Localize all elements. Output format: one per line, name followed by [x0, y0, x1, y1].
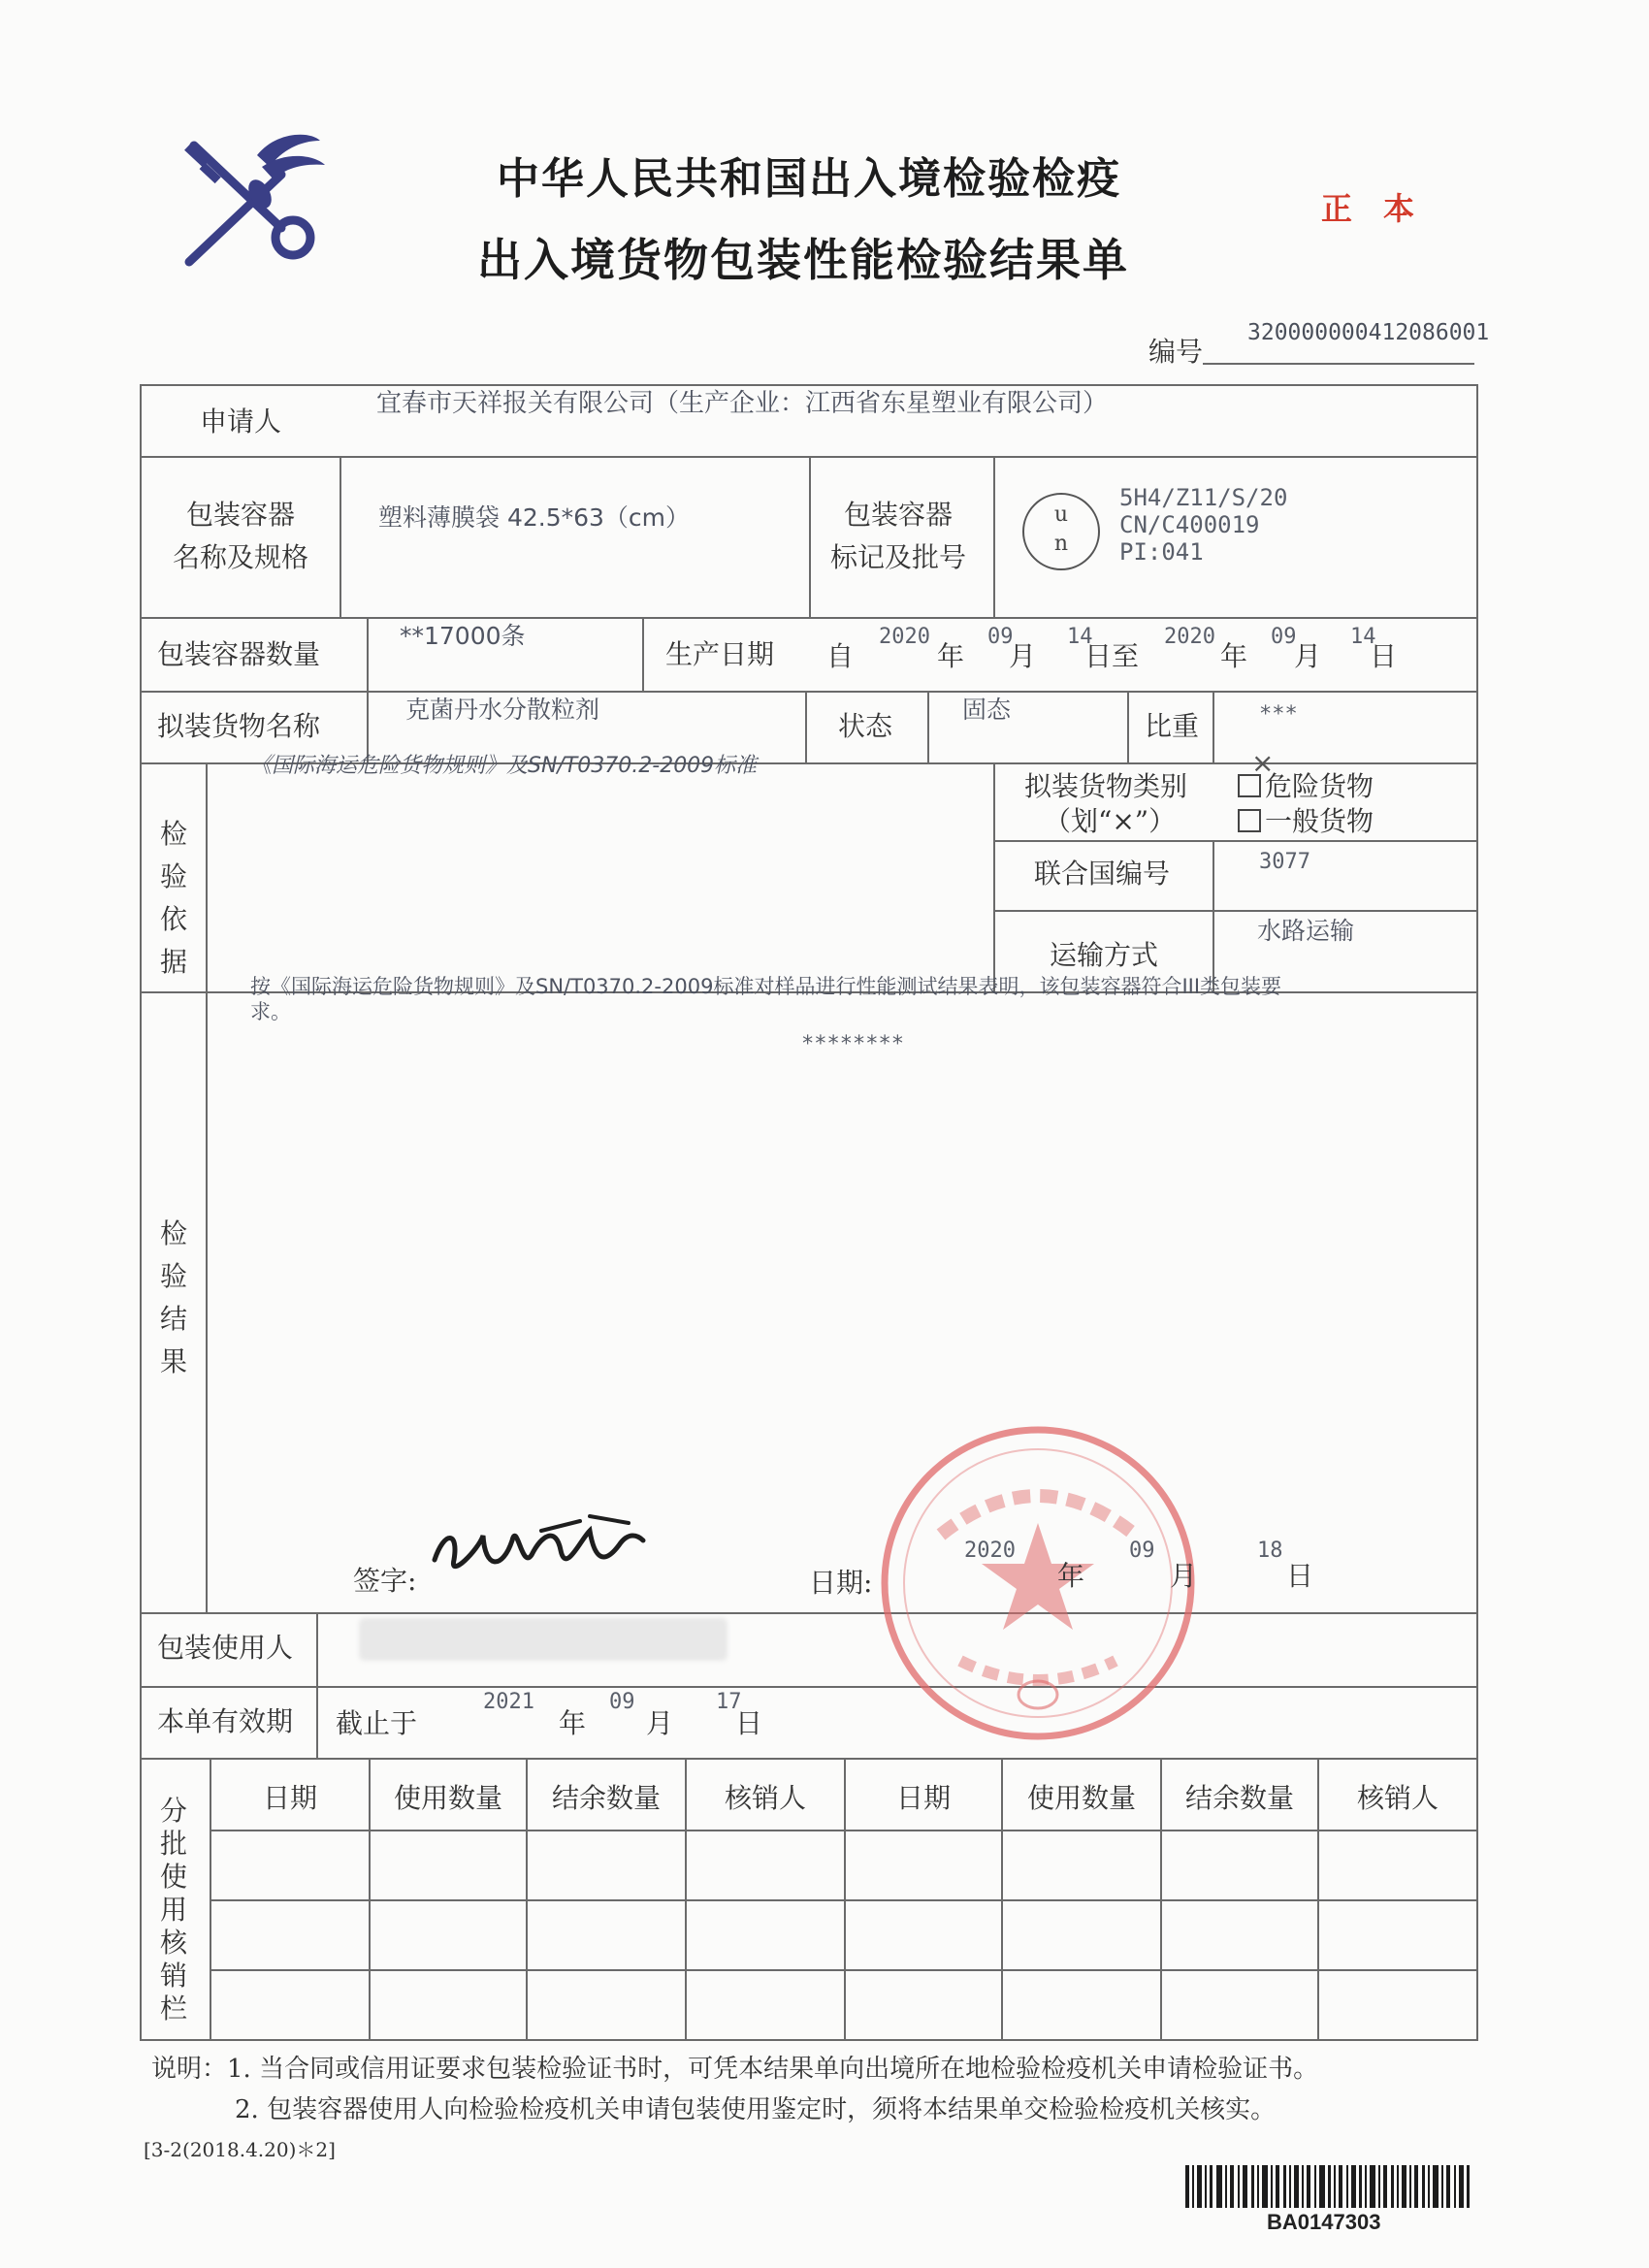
- package-user-label: 包装使用人: [157, 1632, 294, 1664]
- goods-category-label-1: 拟装货物类别: [1024, 770, 1188, 802]
- handwritten-signature: [425, 1502, 648, 1589]
- gravity-value: ***: [1259, 702, 1298, 727]
- basis-value: 《国际海运危险货物规则》及SN/T0370.2-2009标准: [250, 754, 758, 778]
- production-from-label: 自: [826, 640, 855, 672]
- batch-label: 分批使用核销栏: [159, 1795, 187, 2025]
- un-packaging-logo: [1022, 493, 1100, 570]
- un-logo-top: u: [1053, 502, 1069, 527]
- barcode: [1183, 2165, 1474, 2208]
- batch-header-date-2: 日期: [895, 1782, 951, 1814]
- mark-line-1: 5H4/Z11/S/20: [1119, 484, 1288, 511]
- applicant-value: 宜春市天祥报关有限公司（生产企业：江西省东星塑业有限公司）: [376, 389, 1109, 418]
- basis-label: 检验依据: [159, 818, 187, 978]
- production-to-month: 09: [1271, 625, 1297, 649]
- checkbox-general[interactable]: [1238, 809, 1261, 832]
- signature-date-label: 日期:: [809, 1567, 873, 1599]
- form-code: [3-2(2018.4.20)＊2]: [144, 2138, 336, 2161]
- document-number-value: 320000000412086001: [1247, 320, 1490, 345]
- production-to-day-unit: 日: [1370, 640, 1398, 672]
- result-month: 09: [1129, 1539, 1155, 1563]
- production-to-year: 2020: [1164, 625, 1215, 649]
- container-name-value: 塑料薄膜袋 42.5*63（cm）: [378, 503, 691, 532]
- goods-name-value: 克菌丹水分散粒剂: [405, 696, 600, 724]
- checkbox-dangerous[interactable]: [1238, 774, 1261, 797]
- batch-header-balance-2: 结余数量: [1184, 1782, 1294, 1814]
- result-stars: ********: [801, 1032, 904, 1056]
- batch-header-balance-1: 结余数量: [551, 1782, 661, 1814]
- option-dangerous-goods[interactable]: [1238, 768, 1374, 805]
- valid-year-unit: 年: [559, 1707, 587, 1739]
- state-label: 状态: [838, 710, 893, 742]
- result-year-unit: 年: [1057, 1560, 1085, 1592]
- signature-label: 签字:: [353, 1565, 417, 1597]
- dangerous-goods-text: 危险货物: [1265, 770, 1374, 802]
- batch-header-date-1: 日期: [262, 1782, 317, 1814]
- result-year: 2020: [964, 1539, 1016, 1563]
- validity-until-label: 截止于: [336, 1707, 418, 1739]
- document-number-label: 编号: [1148, 336, 1204, 368]
- applicant-label: 申请人: [200, 405, 282, 437]
- production-from-month-unit: 月: [1009, 640, 1037, 672]
- production-from-day: 14: [1067, 625, 1093, 649]
- package-user-redacted: [359, 1618, 728, 1661]
- barcode-number: BA0147303: [1267, 2210, 1381, 2234]
- transport-label: 运输方式: [1050, 939, 1159, 971]
- title-authority: 中华人民共和国出入境检验检疫: [497, 154, 1121, 204]
- mark-line-2: CN/C400019: [1119, 511, 1260, 538]
- batch-header-verifier-1: 核销人: [724, 1782, 806, 1814]
- gravity-label: 比重: [1145, 710, 1200, 742]
- official-seal-stamp: [873, 1418, 1203, 1748]
- result-text-1: 按《国际海运危险货物规则》及SN/T0370.2-2009标准对样品进行性能测试结果表明，该包装容器符合III类包装要: [250, 975, 1282, 998]
- production-date-label: 生产日期: [665, 638, 775, 670]
- x-mark: ×: [1251, 747, 1275, 779]
- result-day: 18: [1257, 1539, 1283, 1563]
- production-from-year-unit: 年: [937, 640, 965, 672]
- validity-label: 本单有效期: [157, 1705, 294, 1737]
- un-number-value: 3077: [1259, 850, 1310, 874]
- batch-header-used-1: 使用数量: [393, 1782, 502, 1814]
- container-mark-label-1: 包装容器: [844, 499, 954, 531]
- un-logo-bottom: n: [1053, 532, 1069, 556]
- general-goods-text: 一般货物: [1265, 805, 1374, 837]
- note-1: 说明：1. 当合同或信用证要求包装检验证书时，可凭本结果单向出境所在地检验检疫机关申请检验证书。: [151, 2055, 1319, 2084]
- goods-name-label: 拟装货物名称: [157, 710, 321, 742]
- valid-month: 09: [609, 1690, 635, 1714]
- result-day-unit: 日: [1286, 1560, 1314, 1592]
- option-general-goods[interactable]: [1238, 803, 1374, 840]
- quantity-label: 包装容器数量: [157, 638, 321, 670]
- production-from-year: 2020: [879, 625, 930, 649]
- un-number-label: 联合国编号: [1034, 858, 1171, 890]
- container-mark-label-2: 标记及批号: [830, 541, 967, 573]
- quantity-value: **17000条: [400, 622, 526, 650]
- state-value: 固态: [962, 696, 1012, 724]
- valid-month-unit: 月: [646, 1707, 674, 1739]
- batch-header-verifier-2: 核销人: [1356, 1782, 1439, 1814]
- production-to-month-unit: 月: [1294, 640, 1322, 672]
- mark-line-3: PI:041: [1119, 538, 1204, 566]
- production-from-month: 09: [987, 625, 1014, 649]
- result-text-2: 求。: [250, 1000, 291, 1023]
- transport-value: 水路运输: [1257, 917, 1355, 945]
- goods-category-label-2: （划“×”）: [1044, 805, 1177, 837]
- production-to-label: 日至: [1084, 640, 1140, 672]
- valid-day-unit: 日: [735, 1707, 763, 1739]
- batch-header-used-2: 使用数量: [1026, 1782, 1136, 1814]
- container-name-label-1: 包装容器: [186, 499, 296, 531]
- original-copy-mark: 正 本: [1321, 190, 1415, 227]
- note-2: 2. 包装容器使用人向检验检疫机关申请包装使用鉴定时，须将本结果单交检验检疫机关核实。: [235, 2095, 1277, 2124]
- container-name-label-2: 名称及规格: [173, 541, 309, 573]
- valid-day: 17: [716, 1690, 742, 1714]
- production-to-day: 14: [1350, 625, 1376, 649]
- result-month-unit: 月: [1170, 1560, 1198, 1592]
- title-document: 出入境货物包装性能检验结果单: [477, 234, 1129, 286]
- result-label: 检验结果: [159, 1217, 187, 1377]
- valid-year: 2021: [483, 1690, 534, 1714]
- production-to-year-unit: 年: [1220, 640, 1248, 672]
